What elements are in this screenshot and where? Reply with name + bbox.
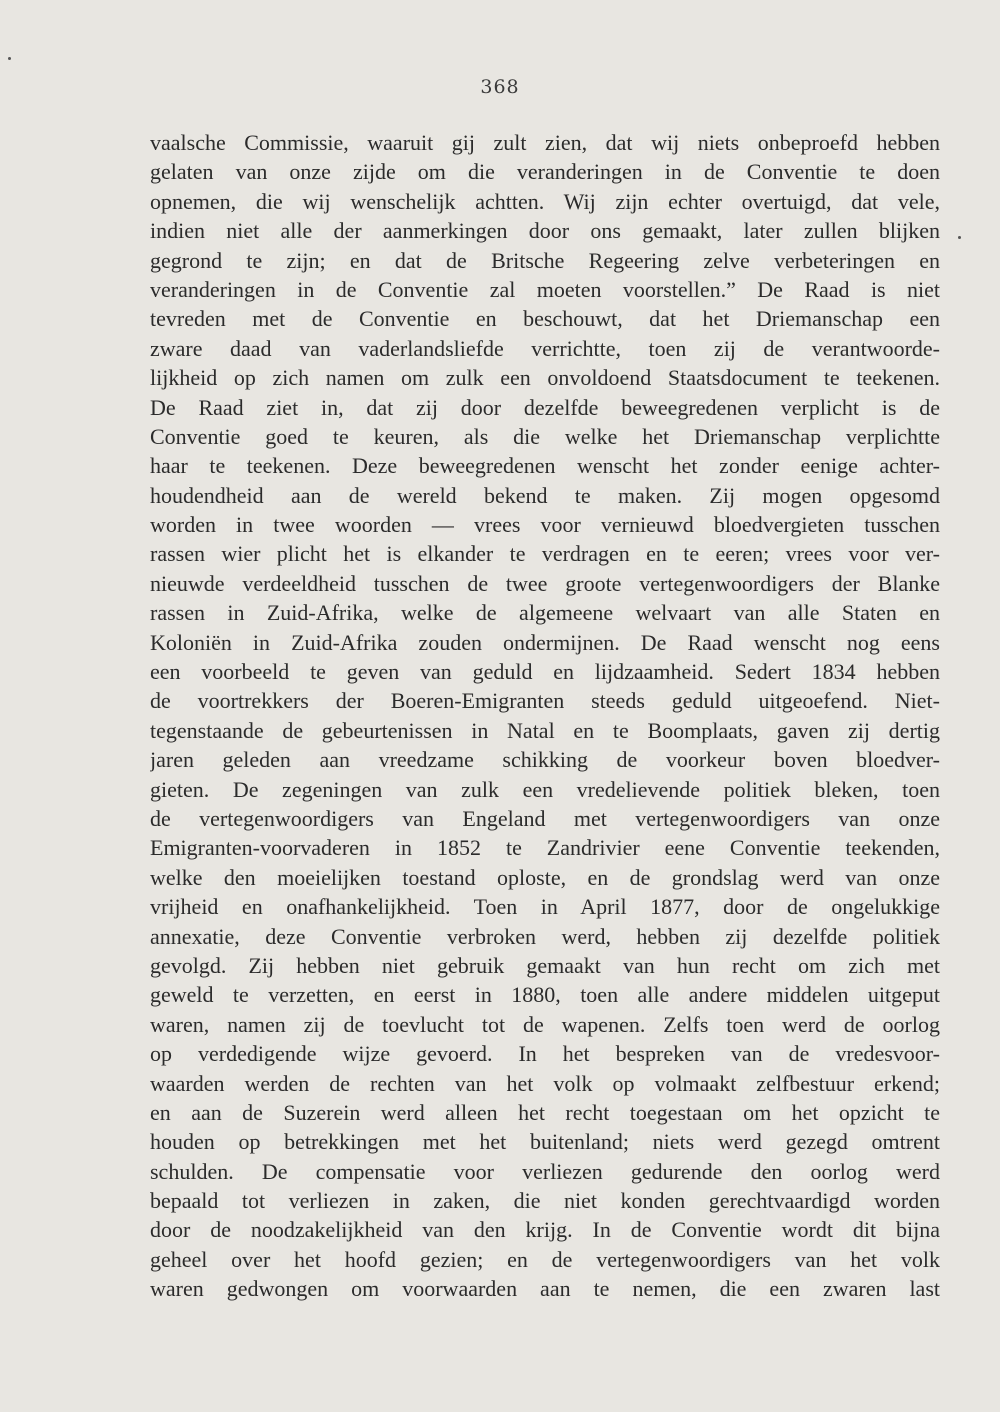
text-line: en aan de Suzerein werd alleen het recht toegestaan om het opzicht te: [150, 1099, 940, 1125]
scan-speck: [8, 57, 11, 60]
text-line: zware daad van vaderlandsliefde verrichtte, toen zij de verantwoorde-: [150, 335, 940, 361]
text-line: tegenstaande de gebeurtenissen in Natal en te Boomplaats, gaven zij dertig: [150, 717, 940, 743]
text-line: de voortrekkers der Boeren-Emigranten steeds geduld uitgeoefend. Niet-: [150, 688, 940, 714]
text-line: vaalsche Commissie, waaruit gij zult zien, dat wij niets onbeproefd hebben: [150, 130, 940, 155]
text-line: indien niet alle der aanmerkingen door ons gemaakt, later zullen blijken: [150, 218, 940, 244]
text-line: houdendheid aan de wereld bekend te maken. Zij mogen opgesomd: [150, 482, 940, 508]
text-line: rassen wier plicht het is elkander te verdragen en te eeren; vrees voor ver-: [150, 541, 940, 567]
text-line: worden in twee woorden — vrees voor vernieuwd bloedvergieten tusschen: [150, 512, 940, 538]
text-line: annexatie, deze Conventie verbroken werd, hebben zij dezelfde politiek: [150, 923, 940, 949]
text-line: waren gedwongen om voorwaarden aan te nemen, die een zwaren last: [150, 1276, 940, 1302]
text-line: gevolgd. Zij hebben niet gebruik gemaakt van hun recht om zich met: [150, 952, 940, 978]
text-line: vrijheid en onafhankelijkheid. Toen in April 1877, door de ongelukkige: [150, 894, 940, 920]
page-number: 368: [480, 76, 520, 98]
text-line: op verdedigende wijze gevoerd. In het bespreken van de vredesvoor-: [150, 1041, 940, 1067]
text-line: de vertegenwoordigers van Engeland met vertegenwoordigers van onze: [150, 805, 940, 831]
text-line: jaren geleden aan vreedzame schikking de voorkeur boven bloedver-: [150, 747, 940, 773]
text-line: opnemen, die wij wenschelijk achtten. Wij zijn echter overtuigd, dat vele,: [150, 188, 940, 214]
text-line: nieuwde verdeeldheid tusschen de twee groote vertegenwoordigers der Blanke: [150, 570, 940, 596]
text-line: geweld te verzetten, en eerst in 1880, toen alle andere middelen uitgeput: [150, 982, 940, 1008]
scan-speck: [958, 236, 961, 239]
text-line: haar te teekenen. Deze beweegredenen wenscht het zonder eenige achter-: [150, 453, 940, 479]
text-line: waren, namen zij de toevlucht tot de wapenen. Zelfs toen werd de oorlog: [150, 1011, 940, 1037]
text-line: Conventie goed te keuren, als die welke het Driemanschap verplichtte: [150, 423, 940, 449]
body-text: [150, 128, 940, 1304]
text-line: waarden werden de rechten van het volk op volmaakt zelfbestuur erkend;: [150, 1070, 940, 1096]
text-line: lijkheid op zich namen om zulk een onvoldoend Staatsdocument te teekenen.: [150, 365, 940, 391]
text-line: door de noodzakelijkheid van den krijg. In de Conventie wordt dit bijna: [150, 1217, 940, 1243]
text-line: gegrond te zijn; en dat de Britsche Regeering zelve verbeteringen en: [150, 247, 940, 273]
text-line: een voorbeeld te geven van geduld en lijdzaamheid. Sedert 1834 hebben: [150, 659, 940, 685]
text-line: schulden. De compensatie voor verliezen gedurende den oorlog werd: [150, 1158, 940, 1184]
text-line: bepaald tot verliezen in zaken, die niet konden gerechtvaardigd worden: [150, 1188, 940, 1214]
text-line: welke den moeielijken toestand oploste, en de grondslag werd van onze: [150, 864, 940, 890]
text-line: houden op betrekkingen met het buitenland; niets werd gezegd omtrent: [150, 1129, 940, 1155]
text-line: gelaten van onze zijde om die veranderingen in de Conventie te doen: [150, 159, 940, 185]
text-line: rassen in Zuid-Afrika, welke de algemeene welvaart van alle Staten en: [150, 600, 940, 626]
text-line: geheel over het hoofd gezien; en de vertegenwoordigers van het volk: [150, 1246, 940, 1272]
text-line: gieten. De zegeningen van zulk een vredelievende politiek bleken, toen: [150, 776, 940, 802]
text-line: De Raad ziet in, dat zij door dezelfde beweegredenen verplicht is de: [150, 394, 940, 420]
text-line: Koloniën in Zuid-Afrika zouden ondermijnen. De Raad wenscht nog eens: [150, 629, 940, 655]
text-line: Emigranten-voorvaderen in 1852 te Zandrivier eene Conventie teekenden,: [150, 835, 940, 861]
text-line: veranderingen in de Conventie zal moeten voorstellen.” De Raad is niet: [150, 276, 940, 302]
text-line: tevreden met de Conventie en beschouwt, dat het Driemanschap een: [150, 306, 940, 332]
